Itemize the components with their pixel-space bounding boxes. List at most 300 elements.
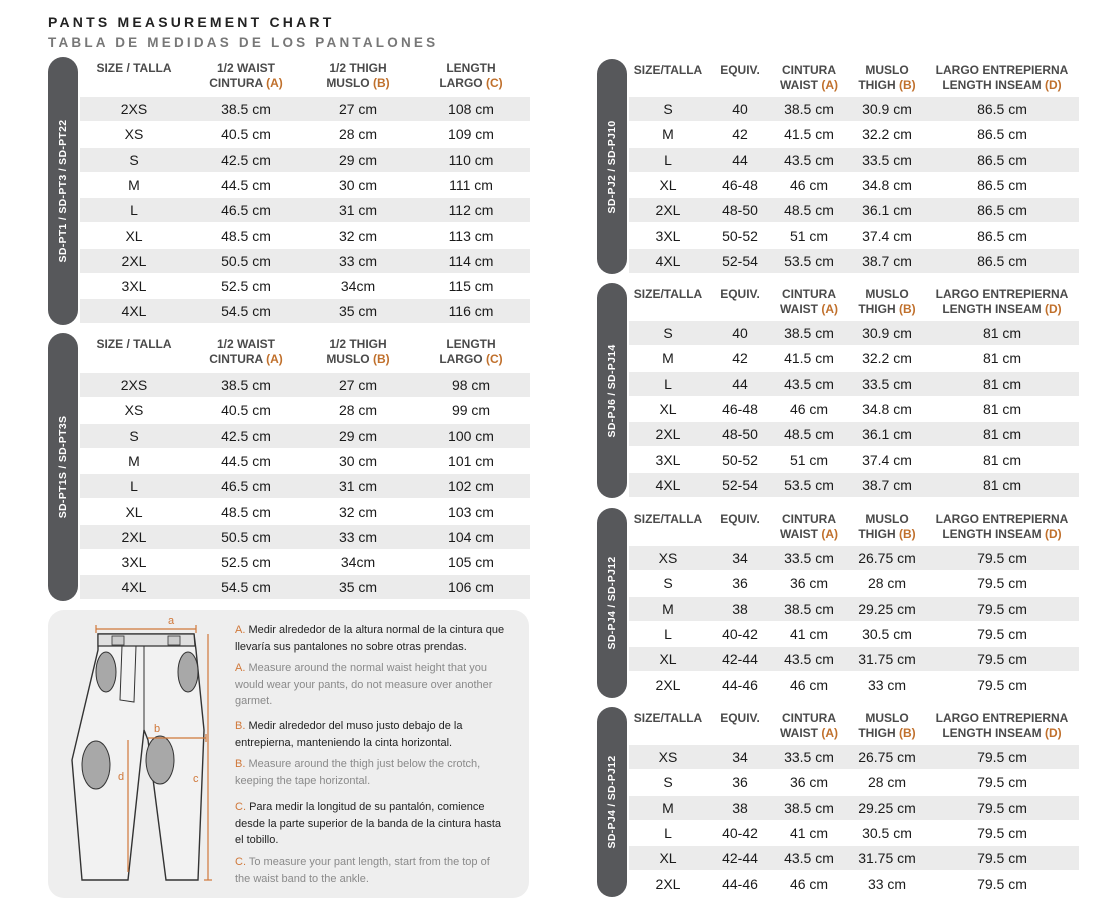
column-header-line1: EQUIV. xyxy=(720,287,760,301)
table-row xyxy=(629,346,1079,370)
table-cell: 99 cm xyxy=(451,402,491,419)
column-header-letter: (A) xyxy=(266,75,283,90)
table-cell: 30.9 cm xyxy=(862,325,912,341)
table-cell: 46-48 xyxy=(722,176,758,193)
table-cell: 79.5 cm xyxy=(977,749,1027,765)
table-cell: 48.5 cm xyxy=(784,202,834,219)
column-header xyxy=(191,337,301,366)
table-cell: 40.5 cm xyxy=(221,126,271,143)
column-header-line2: THIGH xyxy=(858,301,896,316)
table-cell: 2XL xyxy=(655,202,681,219)
table-row xyxy=(80,373,530,397)
column-header-letter: (C) xyxy=(486,351,503,366)
table-cell: 51 cm xyxy=(789,451,829,468)
column-header xyxy=(79,337,189,352)
model-codes-label: SD-PT1S / SD-PT3S xyxy=(57,415,69,519)
table-cell: 86.5 cm xyxy=(977,202,1027,219)
column-header xyxy=(927,287,1077,316)
knee-pad-left xyxy=(82,741,110,789)
column-header-letter: (D) xyxy=(1045,301,1062,316)
table-cell: 40.5 cm xyxy=(221,402,271,419)
column-header-line1: LARGO ENTREPIERNA xyxy=(935,711,1069,725)
size-table xyxy=(597,707,1079,897)
table-cell: 26.75 cm xyxy=(858,749,916,765)
table-cell: 79.5 cm xyxy=(977,600,1027,617)
table-row xyxy=(80,424,530,448)
column-header-letter: (B) xyxy=(899,725,916,740)
column-header xyxy=(630,63,706,78)
table-cell: 43.5 cm xyxy=(784,151,834,168)
table-cell: XS xyxy=(124,126,144,143)
table-row xyxy=(629,448,1079,472)
column-header-line2: THIGH xyxy=(858,77,896,92)
table-row xyxy=(629,372,1079,396)
table-cell: 42 xyxy=(732,350,748,367)
table-cell: 79.5 cm xyxy=(977,676,1027,693)
table-cell: 40-42 xyxy=(722,625,758,642)
instruction-body: To measure your pant length, start from the top of the waist band to the ankle. xyxy=(235,856,490,885)
table-cell: M xyxy=(128,176,140,193)
instruction-body: Measure around the normal waist height that you would wear your pants, do not measure over another garmet. xyxy=(235,662,493,707)
column-header-letter: (A) xyxy=(821,77,838,92)
table-cell: 79.5 cm xyxy=(977,875,1027,892)
column-header-line2: THIGH xyxy=(858,526,896,541)
table-cell: 79.5 cm xyxy=(977,625,1027,642)
table-cell: 52.5 cm xyxy=(221,554,271,571)
table-cell: 108 cm xyxy=(448,101,494,117)
table-cell: 41.5 cm xyxy=(784,350,834,367)
column-header-line2: LENGTH INSEAM xyxy=(942,301,1042,316)
table-cell: M xyxy=(662,126,674,143)
table-cell: 81 cm xyxy=(982,375,1022,392)
table-cell: 2XS xyxy=(120,377,148,393)
table-cell: 105 cm xyxy=(448,554,494,571)
column-header-line1: LENGTH xyxy=(446,61,496,75)
column-header-line1: CINTURA xyxy=(782,63,836,77)
table-row xyxy=(80,525,530,549)
table-cell: XS xyxy=(658,749,678,765)
table-cell: 42.5 cm xyxy=(221,427,271,444)
column-header-line2: THIGH xyxy=(858,725,896,740)
table-cell: 34 xyxy=(732,550,748,566)
table-row xyxy=(629,148,1079,172)
table-cell: 46.5 cm xyxy=(221,478,271,495)
column-header xyxy=(712,512,768,527)
column-header-letter: (A) xyxy=(821,725,838,740)
column-header xyxy=(416,61,526,90)
model-codes-label: SD-PT1 / SD-PT3 / SD-PT22 xyxy=(57,119,69,263)
table-cell: 34cm xyxy=(340,554,376,571)
table-cell: 33.5 cm xyxy=(784,749,834,765)
column-header-letter: (D) xyxy=(1045,725,1062,740)
model-codes-label: SD-PJ2 / SD-PJ10 xyxy=(606,120,618,214)
table-cell: 28 cm xyxy=(338,126,378,143)
table-cell: 3XL xyxy=(121,278,147,295)
table-cell: 33 cm xyxy=(867,875,907,892)
column-header-letter: (B) xyxy=(373,75,390,90)
table-cell: 98 cm xyxy=(451,377,491,393)
table-cell: 79.5 cm xyxy=(977,575,1027,592)
table-cell: 103 cm xyxy=(448,503,494,520)
table-cell: 100 cm xyxy=(448,427,494,444)
table-row xyxy=(629,249,1079,273)
table-cell: 31 cm xyxy=(338,202,378,219)
size-table xyxy=(48,333,530,601)
column-header-letter: (A) xyxy=(821,526,838,541)
instruction-letter: A. xyxy=(235,662,246,674)
table-cell: 33.5 cm xyxy=(862,375,912,392)
table-cell: 33 cm xyxy=(338,252,378,269)
table-cell: 30 cm xyxy=(338,176,378,193)
column-header-line1: SIZE / TALLA xyxy=(96,61,172,75)
table-cell: 44 xyxy=(732,151,748,168)
table-cell: 4XL xyxy=(121,303,147,320)
table-cell: 3XL xyxy=(655,451,681,468)
table-cell: S xyxy=(663,575,673,592)
table-cell: 101 cm xyxy=(448,452,494,469)
instruction-letter: A. xyxy=(235,624,246,636)
table-cell: 37.4 cm xyxy=(862,227,912,244)
table-cell: 42-44 xyxy=(722,651,758,668)
table-row xyxy=(629,673,1079,697)
column-header-letter: (A) xyxy=(266,351,283,366)
table-cell: 44 xyxy=(732,375,748,392)
table-row xyxy=(80,299,530,323)
table-cell: 46 cm xyxy=(789,400,829,417)
table-cell: 36 cm xyxy=(789,575,829,592)
table-cell: 40 xyxy=(732,325,748,341)
table-row xyxy=(629,745,1079,769)
column-header-line1: LARGO ENTREPIERNA xyxy=(935,512,1069,526)
column-header xyxy=(712,287,768,302)
column-header xyxy=(416,337,526,366)
table-cell: XL xyxy=(125,227,143,244)
table-row xyxy=(629,647,1079,671)
table-cell: 44.5 cm xyxy=(221,452,271,469)
model-tab xyxy=(48,333,78,601)
table-cell: 115 cm xyxy=(448,278,494,295)
table-row xyxy=(629,97,1079,121)
table-cell: 48.5 cm xyxy=(784,426,834,443)
table-cell: 52-54 xyxy=(722,476,758,493)
table-row xyxy=(629,597,1079,621)
table-cell: 32 cm xyxy=(338,503,378,520)
table-row xyxy=(629,770,1079,794)
table-row xyxy=(80,173,530,197)
column-header-line2: WAIST xyxy=(779,77,818,92)
table-cell: 38.5 cm xyxy=(784,325,834,341)
table-cell: 50.5 cm xyxy=(221,528,271,545)
table-row xyxy=(80,398,530,422)
table-cell: 113 cm xyxy=(448,227,494,244)
column-header xyxy=(303,337,413,366)
instruction-text xyxy=(235,854,507,887)
table-cell: M xyxy=(662,350,674,367)
table-cell: 53.5 cm xyxy=(784,252,834,269)
column-header-line1: EQUIV. xyxy=(720,63,760,77)
table-cell: S xyxy=(663,101,673,117)
column-header-line1: LARGO ENTREPIERNA xyxy=(935,287,1069,301)
column-header xyxy=(712,63,768,78)
table-cell: 3XL xyxy=(655,227,681,244)
column-header xyxy=(773,711,845,740)
table-cell: 79.5 cm xyxy=(977,651,1027,668)
table-cell: 86.5 cm xyxy=(977,252,1027,269)
table-cell: 2XS xyxy=(120,101,148,117)
size-table xyxy=(597,59,1079,274)
table-cell: 110 cm xyxy=(448,151,494,168)
table-cell: 30.5 cm xyxy=(862,824,912,841)
column-header-letter: (D) xyxy=(1045,526,1062,541)
hip-pad-right xyxy=(178,652,198,692)
instruction-body: Medir alrededor de la altura normal de la cintura que llevaría sus pantalones no sobre otras prendas. xyxy=(235,624,505,653)
column-header-line1: MUSLO xyxy=(865,711,909,725)
column-header-line1: EQUIV. xyxy=(720,512,760,526)
table-cell: XL xyxy=(659,176,677,193)
column-header-line2: LARGO xyxy=(439,75,483,90)
table-cell: L xyxy=(664,151,672,168)
table-cell: 34.8 cm xyxy=(862,400,912,417)
column-header xyxy=(927,512,1077,541)
column-header xyxy=(191,61,301,90)
table-cell: 50.5 cm xyxy=(221,252,271,269)
column-header xyxy=(773,63,845,92)
instruction-text xyxy=(235,660,507,710)
table-row xyxy=(629,122,1079,146)
column-header-line2: CINTURA xyxy=(209,75,263,90)
table-cell: 40 xyxy=(732,101,748,117)
instruction-letter: B. xyxy=(235,720,246,732)
column-header-letter: (A) xyxy=(821,301,838,316)
table-cell: L xyxy=(130,478,138,495)
column-header-line1: 1/2 THIGH xyxy=(329,337,387,351)
table-cell: 38.5 cm xyxy=(221,101,271,117)
table-cell: 51 cm xyxy=(789,227,829,244)
column-header xyxy=(773,287,845,316)
column-header-line1: SIZE/TALLA xyxy=(633,512,703,526)
table-cell: L xyxy=(664,375,672,392)
size-table xyxy=(48,57,530,325)
table-cell: 31.75 cm xyxy=(858,651,916,668)
column-header-line2: WAIST xyxy=(779,526,818,541)
column-header-line1: SIZE / TALLA xyxy=(96,337,172,351)
column-header xyxy=(630,287,706,302)
table-cell: 79.5 cm xyxy=(977,550,1027,566)
table-cell: 43.5 cm xyxy=(784,850,834,867)
column-header-line1: CINTURA xyxy=(782,287,836,301)
table-cell: 109 cm xyxy=(448,126,494,143)
table-row xyxy=(629,571,1079,595)
table-cell: XL xyxy=(659,400,677,417)
table-row xyxy=(629,173,1079,197)
table-cell: S xyxy=(663,325,673,341)
table-cell: 42.5 cm xyxy=(221,151,271,168)
table-cell: 104 cm xyxy=(448,528,494,545)
column-header-line1: MUSLO xyxy=(865,63,909,77)
table-cell: 86.5 cm xyxy=(977,176,1027,193)
size-table xyxy=(597,508,1079,698)
table-row xyxy=(629,872,1079,896)
column-header-line1: SIZE/TALLA xyxy=(633,63,703,77)
column-header-letter: (C) xyxy=(486,75,503,90)
table-cell: 27 cm xyxy=(338,377,378,393)
table-cell: 36 xyxy=(732,774,748,791)
pants-diagram xyxy=(48,610,238,898)
column-header xyxy=(852,711,922,740)
table-row xyxy=(629,397,1079,421)
column-header xyxy=(630,512,706,527)
table-cell: 28 cm xyxy=(338,402,378,419)
column-header-line2: MUSLO xyxy=(326,75,370,90)
table-cell: 36 cm xyxy=(789,774,829,791)
column-header-line2: LENGTH INSEAM xyxy=(942,725,1042,740)
table-cell: 35 cm xyxy=(338,579,378,596)
table-cell: 28 cm xyxy=(867,575,907,592)
column-header xyxy=(712,711,768,726)
table-cell: M xyxy=(662,799,674,816)
instruction-text xyxy=(235,718,507,751)
instruction-text xyxy=(235,799,507,849)
model-tab xyxy=(597,508,627,698)
table-cell: 38.5 cm xyxy=(784,600,834,617)
model-codes-label: SD-PJ4 / SD-PJ12 xyxy=(606,755,618,849)
table-cell: 79.5 cm xyxy=(977,774,1027,791)
table-cell: 2XL xyxy=(655,676,681,693)
table-cell: 111 cm xyxy=(449,176,493,193)
table-row xyxy=(629,622,1079,646)
instruction-letter: C. xyxy=(235,856,246,868)
instruction-body: Para medir la longitud de su pantalón, comience desde la parte superior de la banda de la cintura hasta el tobillo. xyxy=(235,801,502,846)
table-row xyxy=(80,148,530,172)
table-cell: 86.5 cm xyxy=(977,151,1027,168)
column-header-line1: 1/2 WAIST xyxy=(216,61,275,75)
table-cell: 4XL xyxy=(655,252,681,269)
diagram-label-d: d xyxy=(118,771,125,783)
table-cell: XS xyxy=(658,550,678,566)
table-cell: 38 xyxy=(732,600,748,617)
column-header-line1: SIZE/TALLA xyxy=(633,287,703,301)
table-cell: 86.5 cm xyxy=(977,101,1027,117)
column-header-line2: LENGTH INSEAM xyxy=(942,77,1042,92)
model-codes-label: SD-PJ4 / SD-PJ12 xyxy=(606,556,618,650)
table-cell: 38.5 cm xyxy=(784,799,834,816)
table-cell: 40-42 xyxy=(722,824,758,841)
table-row xyxy=(80,224,530,248)
table-cell: 33 cm xyxy=(867,676,907,693)
table-cell: 106 cm xyxy=(448,579,494,596)
table-cell: M xyxy=(128,452,140,469)
model-tab xyxy=(597,283,627,498)
table-cell: XL xyxy=(659,651,677,668)
table-cell: 29.25 cm xyxy=(858,799,916,816)
table-cell: 114 cm xyxy=(448,252,494,269)
table-cell: 35 cm xyxy=(338,303,378,320)
table-row xyxy=(80,249,530,273)
table-row xyxy=(629,473,1079,497)
table-cell: 27 cm xyxy=(338,101,378,117)
table-cell: 38.7 cm xyxy=(862,252,912,269)
column-header-line1: LARGO ENTREPIERNA xyxy=(935,63,1069,77)
diagram-label-a: a xyxy=(168,615,175,627)
column-header xyxy=(852,63,922,92)
table-row xyxy=(629,821,1079,845)
model-tab xyxy=(48,57,78,325)
column-header-line2: MUSLO xyxy=(326,351,370,366)
table-row xyxy=(629,846,1079,870)
table-cell: 86.5 cm xyxy=(977,126,1027,143)
table-cell: 44.5 cm xyxy=(221,176,271,193)
column-header-line2: LARGO xyxy=(439,351,483,366)
table-cell: 46 cm xyxy=(789,875,829,892)
table-cell: 33.5 cm xyxy=(784,550,834,566)
table-cell: 34 xyxy=(732,749,748,765)
table-cell: 112 cm xyxy=(448,202,494,219)
table-cell: 32.2 cm xyxy=(862,350,912,367)
table-cell: 2XL xyxy=(121,252,147,269)
table-row xyxy=(80,198,530,222)
instruction-text xyxy=(235,756,507,789)
table-row xyxy=(80,449,530,473)
column-header-line1: SIZE/TALLA xyxy=(633,711,703,725)
table-cell: 48-50 xyxy=(722,202,758,219)
size-table xyxy=(597,283,1079,498)
column-header-letter: (B) xyxy=(899,526,916,541)
table-cell: 79.5 cm xyxy=(977,799,1027,816)
table-cell: 50-52 xyxy=(722,227,758,244)
table-cell: 50-52 xyxy=(722,451,758,468)
table-row xyxy=(629,422,1079,446)
table-cell: 48.5 cm xyxy=(221,503,271,520)
column-header xyxy=(773,512,845,541)
column-header xyxy=(927,63,1077,92)
instruction-body: Medir alrededor del muso justo debajo de la entrepierna, manteniendo la cinta horizontal. xyxy=(235,720,463,749)
table-cell: M xyxy=(662,600,674,617)
column-header xyxy=(630,711,706,726)
hip-pad-left xyxy=(96,652,116,692)
table-cell: 46-48 xyxy=(722,400,758,417)
table-row xyxy=(80,474,530,498)
table-cell: 34cm xyxy=(340,278,376,295)
table-cell: 42-44 xyxy=(722,850,758,867)
table-cell: 54.5 cm xyxy=(221,303,271,320)
table-cell: L xyxy=(664,625,672,642)
column-header-letter: (D) xyxy=(1045,77,1062,92)
instruction-body: Measure around the thigh just below the crotch, keeping the tape horizontal. xyxy=(235,758,481,787)
table-cell: 43.5 cm xyxy=(784,651,834,668)
column-header-line2: LENGTH INSEAM xyxy=(942,526,1042,541)
table-cell: 81 cm xyxy=(982,325,1022,341)
column-header-line2: WAIST xyxy=(779,301,818,316)
table-cell: 4XL xyxy=(121,579,147,596)
column-header-line1: EQUIV. xyxy=(720,711,760,725)
table-cell: 116 cm xyxy=(448,303,494,320)
table-row xyxy=(629,796,1079,820)
table-cell: 81 cm xyxy=(982,451,1022,468)
table-cell: 48.5 cm xyxy=(221,227,271,244)
table-cell: 26.75 cm xyxy=(858,550,916,566)
table-cell: 32 cm xyxy=(338,227,378,244)
instruction-letter: B. xyxy=(235,758,246,770)
model-tab xyxy=(597,707,627,897)
table-cell: 29 cm xyxy=(338,427,378,444)
diagram-label-b: b xyxy=(154,723,161,735)
table-cell: 43.5 cm xyxy=(784,375,834,392)
table-cell: 81 cm xyxy=(982,476,1022,493)
table-row xyxy=(80,575,530,599)
table-cell: 44-46 xyxy=(722,676,758,693)
table-cell: 31 cm xyxy=(338,478,378,495)
table-row xyxy=(80,274,530,298)
